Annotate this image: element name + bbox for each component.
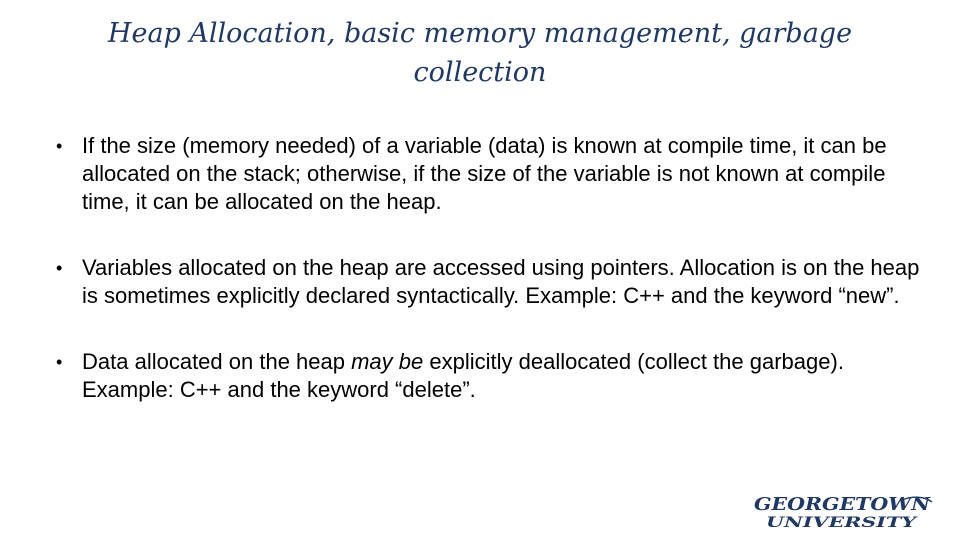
bullet-list xyxy=(56,132,926,404)
title-line-1: Heap Allocation, basic memory management, garbage xyxy=(107,18,853,49)
bullet-text-before: Data allocated on the heap xyxy=(82,349,352,374)
bullet-dot-icon: • xyxy=(56,136,63,156)
logo-line-1: GEORGETOWN xyxy=(754,494,932,515)
bullet-text: Variables allocated on the heap are accessed using pointers. Allocation is on the heap is sometimes explicitly declared syntactically. Example: C++ and the keyword “new”. xyxy=(82,255,920,308)
bullet-text: If the size (memory needed) of a variable (data) is known at compile time, it can be allocated on the stack; otherwise, if the size of the variable is not known at compile time, it can be allocated on the heap. xyxy=(82,133,887,214)
bullet-dot-icon: • xyxy=(56,352,63,372)
slide-title xyxy=(40,14,920,92)
bullet-item xyxy=(56,254,926,310)
bullet-item xyxy=(56,132,926,216)
bullet-dot-icon: • xyxy=(56,258,63,278)
title-line-2: collection xyxy=(413,57,547,88)
logo-line-2: UNIVERSITY xyxy=(766,515,919,531)
georgetown-university-logo xyxy=(752,492,938,532)
bullet-text-emphasis: may be xyxy=(351,349,424,374)
bullet-item xyxy=(56,348,926,404)
bullet-text-after: explicitly deallocated (collect the garbage). Example: C++ and the keyword “delete”. xyxy=(82,349,844,402)
